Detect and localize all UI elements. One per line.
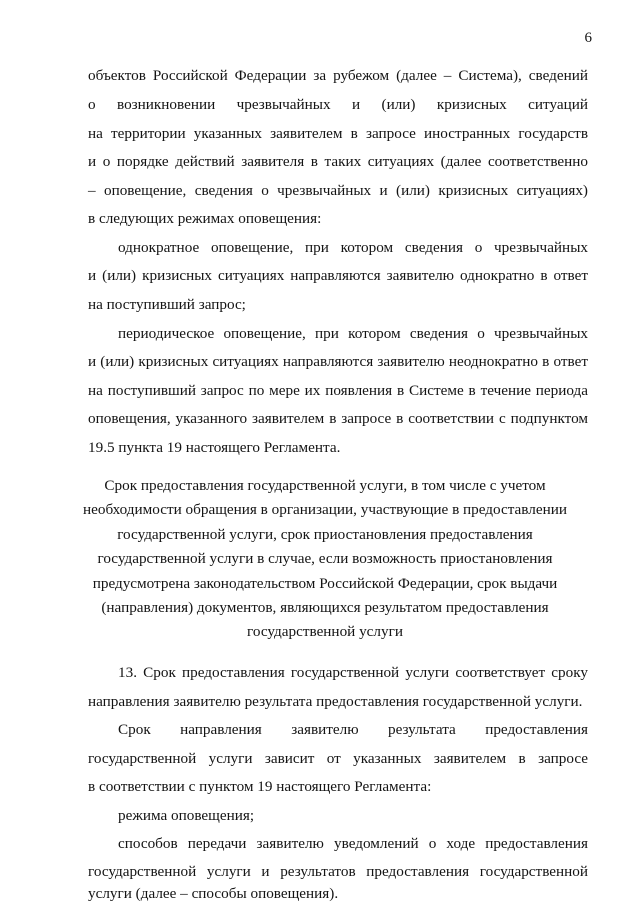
text-line: на поступивший запрос по мере их появления в Системе в течение периода [88, 382, 588, 399]
section-heading-line: государственной услуги [247, 623, 403, 640]
text-line: в следующих режимах оповещения: [88, 210, 322, 227]
section-heading-line: необходимости обращения в организации, участвующие в предоставлении [83, 501, 567, 518]
section-heading-line: предусмотрена законодательством Российской Федерации, срок выдачи [92, 575, 558, 592]
text-line: способов передачи заявителю уведомлений о ходе предоставления [118, 835, 588, 852]
text-line: на поступивший запрос; [88, 296, 246, 313]
text-line: оповещения, указанного заявителем в запросе в соответствии с подпунктом [88, 410, 588, 427]
text-line: государственной услуги зависит от указанных заявителем в запросе [88, 750, 588, 767]
page-number: 6 [584, 30, 592, 46]
section-heading-line: Срок предоставления государственной услуги, в том числе с учетом [104, 477, 546, 494]
text-line: и (или) кризисных ситуациях направляются заявителю неоднократно в ответ [88, 353, 588, 370]
text-line: Срок направления заявителю результата предоставления [118, 721, 588, 738]
text-line: 19.5 пункта 19 настоящего Регламента. [88, 439, 341, 456]
section-heading-line: государственной услуги, срок приостановления предоставления [117, 526, 533, 543]
text-line: режима оповещения; [118, 807, 255, 824]
text-line: в соответствии с пунктом 19 настоящего Регламента: [88, 778, 432, 795]
text-line: 13. Срок предоставления государственной услуги соответствует сроку [118, 664, 588, 681]
text-line: услуги (далее – способы оповещения). [88, 885, 339, 902]
text-line: периодическое оповещение, при котором сведения о чрезвычайных [118, 325, 588, 342]
text-line: и (или) кризисных ситуациях направляются заявителю однократно в ответ [88, 267, 588, 284]
section-heading-line: (направления) документов, являющихся результатом предоставления [101, 599, 549, 616]
text-line: и о порядке действий заявителя в таких ситуациях (далее соответственно [88, 153, 588, 170]
text-line: однократное оповещение, при котором сведения о чрезвычайных [118, 239, 588, 256]
text-line: направления заявителю результата предоставления государственной услуги. [88, 693, 583, 710]
text-line: государственной услуги и результатов предоставления государственной [88, 863, 588, 880]
section-heading-line: государственной услуги в случае, если возможность приостановления [97, 550, 553, 567]
text-line: – оповещение, сведения о чрезвычайных и (или) кризисных ситуациях) [88, 182, 588, 199]
text-line: на территории указанных заявителем в запросе иностранных государств [88, 125, 588, 142]
text-line: о возникновении чрезвычайных и (или) кризисных ситуаций [88, 96, 588, 113]
text-line: объектов Российской Федерации за рубежом (далее – Система), сведений [88, 67, 588, 84]
